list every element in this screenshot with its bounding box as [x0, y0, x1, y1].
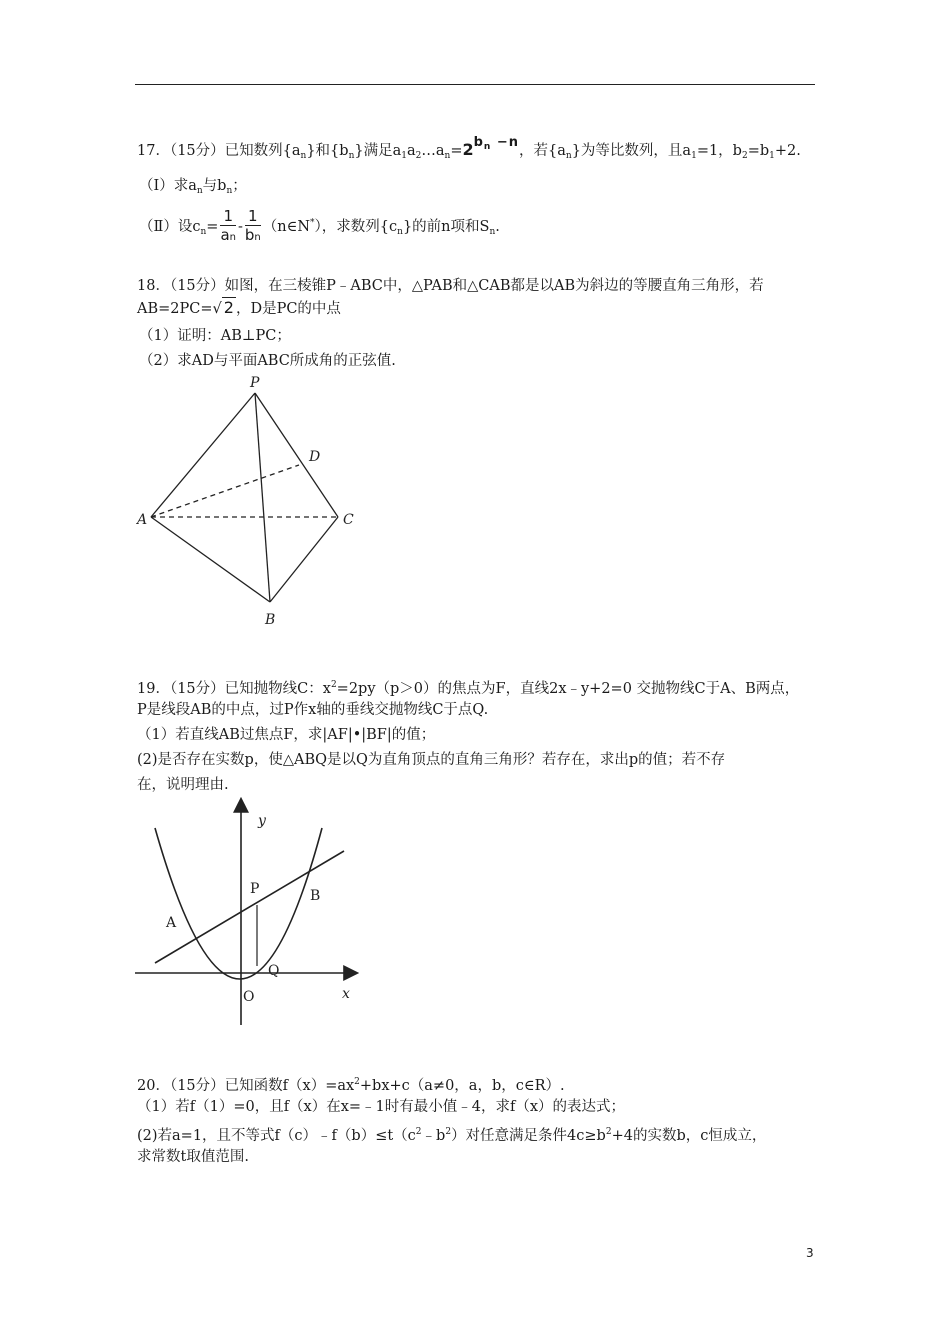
q17-part2: （Ⅱ）设$c_n=$ $\frac{1}{an}$ - $\frac{1}{bn}$ （n∈N*），求数列$\{c_n\}$的前n项和$S_n$.	[139, 203, 500, 252]
label-p: P	[250, 375, 260, 391]
label-a: A	[137, 512, 148, 528]
q19-part2: (2)是否存在实数p，使△ABQ是以Q为直角顶点的直角三角形？若存在，求出p的值；若不存	[137, 752, 726, 768]
label-b: B	[265, 612, 276, 628]
q18-part2: （2）求AD与平面ABC所成角的正弦值.	[139, 353, 396, 369]
sqrt-symbol: √ 2	[212, 298, 234, 317]
q17-statement: 17．（15分）已知数列$\{a_n\}$和$\{b_n\}$满足$a_1a_2\dots a_n=2b_n -n$，若$\{a_n\}$为等比数列，且$a_1=1$，$b_2=b_1+2$.	[137, 135, 801, 161]
fraction-one-over-a: $\frac{1}{an}$	[220, 207, 236, 244]
label-q: Q	[268, 963, 280, 979]
page-number: 3	[806, 1246, 814, 1260]
label-o: O	[243, 989, 255, 1005]
q20-statement: 20．（15分）已知函数$f(x)=ax^2+bx+c(a\ne 0$，a，b，c∈R）.	[137, 1077, 565, 1094]
q19-part2-cont: 在，说明理由.	[137, 777, 229, 793]
fraction-one-over-b: $\frac{1}{bn}$	[244, 207, 261, 244]
label-y: y	[258, 813, 266, 829]
q18-statement-line2: AB=2PC=√ 2 ，D是PC的中点	[137, 298, 341, 317]
q19-part1: （1）若直线AB过焦点F，求|AF|•|BF|的值；	[137, 727, 436, 743]
q17-part1: （Ⅰ）求$a_n$与$b_n$；	[139, 178, 247, 196]
label-d: D	[309, 449, 321, 465]
line-ab	[155, 851, 344, 963]
label-b2: B	[310, 888, 321, 904]
label-a2: A	[166, 915, 177, 931]
q20-part2-cont: 求常数t取值范围.	[137, 1149, 249, 1165]
q18-statement-line1: 18．（15分）如图，在三棱锥P﹣ABC中，△PAB和△CAB都是以AB为斜边的等腰直角三角形，若	[137, 278, 764, 294]
power-exponent: $b_n -n$	[473, 135, 520, 152]
q20-part2: (2)若a=1，且不等式$f(c)﹣f(b)\le t(c^2﹣b^2)$对任意满足条件$4c\ge b^2+4$的实数b，c恒成立，	[137, 1127, 767, 1144]
parabola-curve	[155, 828, 322, 979]
q20-part1: （1）若f（1）=0，且f（x）在x=﹣1时有最小值﹣4，求f（x）的表达式；	[137, 1099, 626, 1115]
power-base: 2	[462, 140, 474, 159]
label-c: C	[343, 512, 354, 528]
q19-statement-line2: P是线段AB的中点，过P作x轴的垂线交抛物线C于点Q.	[137, 702, 489, 718]
q18-part1: （1）证明：AB⊥PC；	[139, 328, 291, 344]
label-x: x	[342, 986, 350, 1002]
label-p2: P	[250, 881, 260, 897]
q19-statement-line1: 19．（15分）已知抛物线C：$x^2=2py(p>0)$的焦点为F，直线2x﹣y+2=0 交抛物线C于A、B两点，	[137, 680, 800, 697]
